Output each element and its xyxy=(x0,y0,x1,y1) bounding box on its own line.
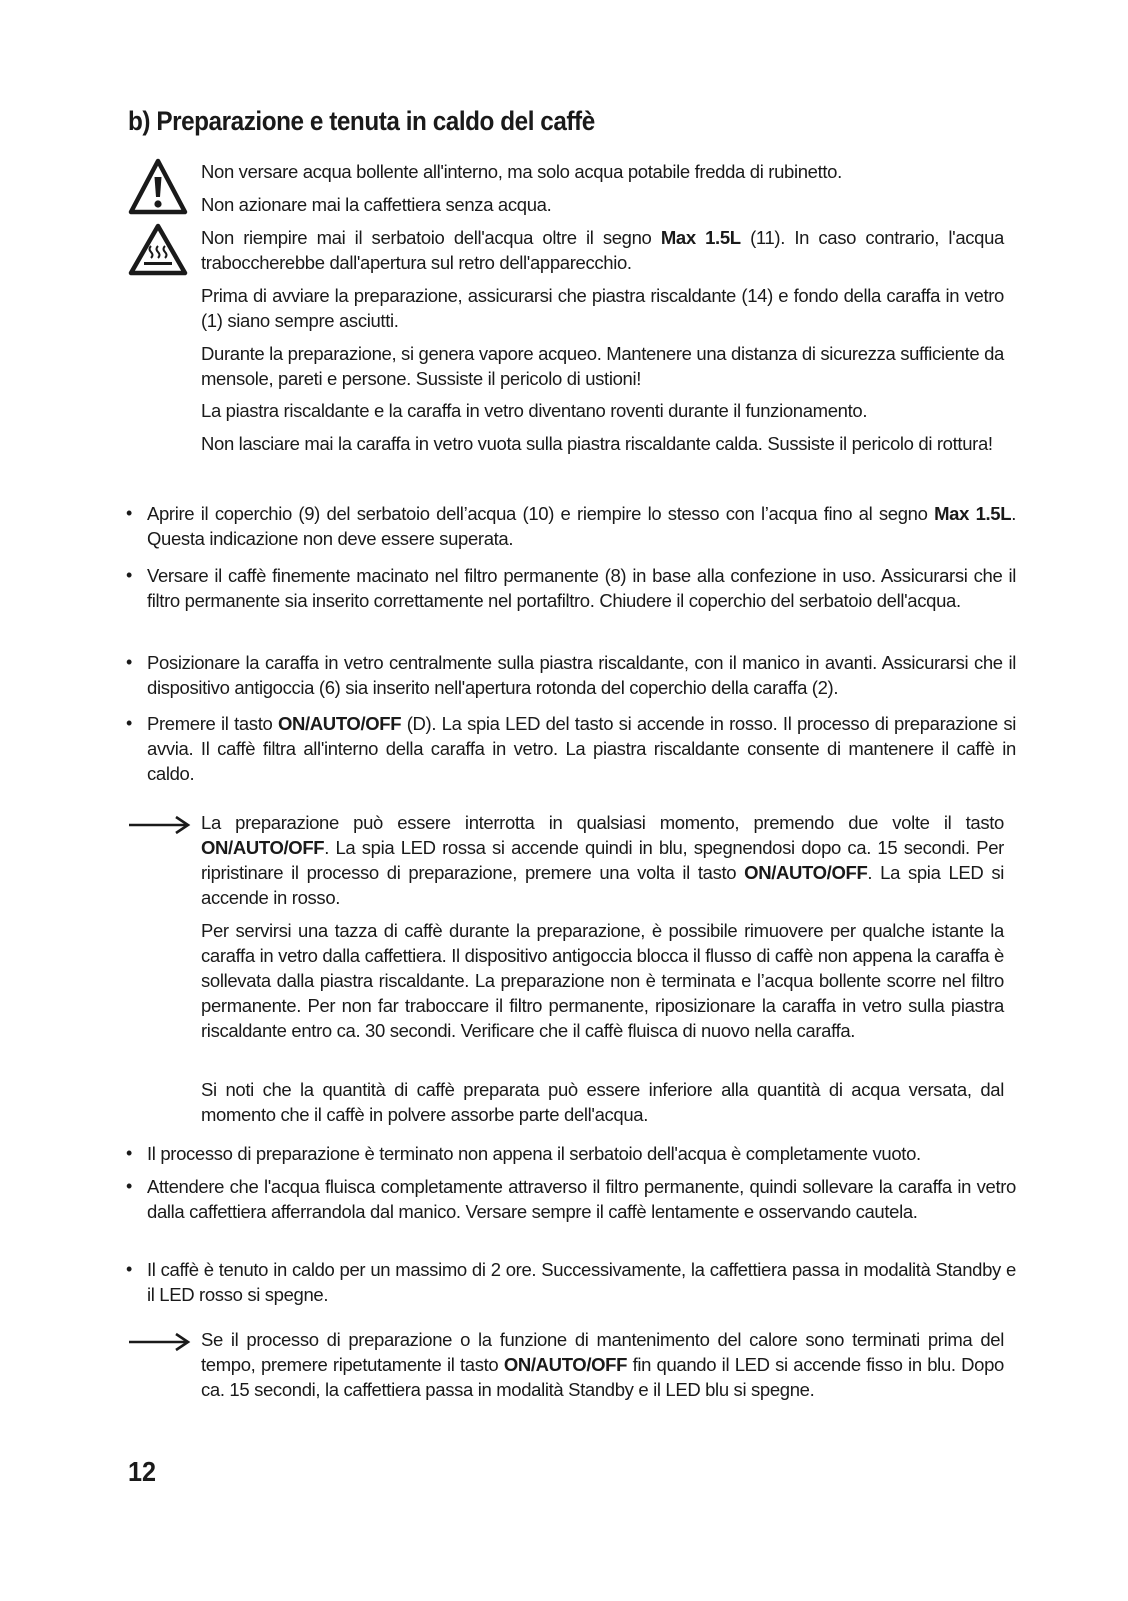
note-text: Se il processo di preparazione o la funzione di mantenimento del calore sono terminati prima del tempo, premere ripetutamente il tasto ON/AUTO/OFF fin quando il LED si accende fisso in blu. Dopo ca. 15 secondi, la caffettiera passa in modalità Standby e il LED blu si spegne. xyxy=(201,1329,1004,1400)
bullet: • xyxy=(126,1143,133,1163)
warning-text: Prima di avviare la preparazione, assicurarsi che piastra riscaldante (14) e fondo della caraffa in vetro (1) siano sempre asciutti. xyxy=(201,285,1004,331)
bullet: • xyxy=(126,565,133,585)
note-text: Si noti che la quantità di caffè preparata può essere inferiore alla quantità di acqua versata, dal momento che il caffè in polvere assorbe parte dell'acqua. xyxy=(201,1079,1004,1125)
warning-text: La piastra riscaldante e la caraffa in vetro diventano roventi durante il funzionamento. xyxy=(201,400,868,421)
bullet: • xyxy=(126,503,133,523)
hot-surface-icon xyxy=(127,222,189,278)
step-text: Il processo di preparazione è terminato non appena il serbatoio dell'acqua è completamente vuoto. xyxy=(147,1143,921,1164)
warning-text: Non riempire mai il serbatoio dell'acqua oltre il segno Max 1.5L (11). In caso contrario, l'acqua traboccherebbe dall'apertura sul retro dell'apparecchio. xyxy=(201,227,1004,273)
bullet: • xyxy=(126,713,133,733)
step-text: Attendere che l'acqua fluisca completamente attraverso il filtro permanente, quindi sollevare la caraffa in vetro dalla caffettiera afferrandola dal manico. Versare sempre il caffè lentamente e osservando cautela. xyxy=(147,1176,1016,1222)
bullet: • xyxy=(126,652,133,672)
step-text: Versare il caffè finemente macinato nel filtro permanente (8) in base alla confezione in uso. Assicurarsi che il filtro permanente sia inserito correttamente nel portafiltro. Chiudere il coperchio del serbatoio dell'acqua. xyxy=(147,565,1016,611)
bullet: • xyxy=(126,1259,133,1279)
step-text: Premere il tasto ON/AUTO/OFF (D). La spia LED del tasto si accende in rosso. Il processo di preparazione si avvia. Il caffè filtra all'interno della caraffa in vetro. La piastra riscaldante consente di mantenere il caffè in caldo. xyxy=(147,713,1016,784)
bullet: • xyxy=(126,1176,133,1196)
warning-text: Non lasciare mai la caraffa in vetro vuota sulla piastra riscaldante calda. Sussiste il pericolo di rottura! xyxy=(201,433,993,454)
warning-text: Non azionare mai la caffettiera senza acqua. xyxy=(201,194,552,215)
note-text: La preparazione può essere interrotta in qualsiasi momento, premendo due volte il tasto ON/AUTO/OFF. La spia LED rossa si accende quindi in blu, spegnendosi dopo ca. 15 secondi. Per ripristinare il processo di preparazione, premere una volta il tasto ON/AUTO/OFF. La spia LED si accende in rosso. xyxy=(201,812,1004,908)
arrow-right-icon xyxy=(128,814,192,836)
note-text: Per servirsi una tazza di caffè durante la preparazione, è possibile rimuovere per qualche istante la caraffa in vetro dalla caffettiera. Il dispositivo antigoccia blocca il flusso di caffè non appena la caraffa è sollevata dalla piastra riscaldante. La preparazione non è terminata e l’acqua bollente scorre nel filtro permanente. Per non far traboccare il filtro permanente, riposizionare la caraffa in vetro sulla piastra riscaldante entro ca. 30 secondi. Verificare che il caffè fluisca di nuovo nella caraffa. xyxy=(201,920,1004,1041)
section-title: b) Preparazione e tenuta in caldo del caffè xyxy=(128,106,595,136)
page-number: 12 xyxy=(128,1456,157,1487)
step-text: Posizionare la caraffa in vetro centralmente sulla piastra riscaldante, con il manico in avanti. Assicurarsi che il dispositivo antigoccia (6) sia inserito nell'apertura rotonda del coperchio della caraffa (2). xyxy=(147,652,1016,698)
warning-text: Durante la preparazione, si genera vapore acqueo. Mantenere una distanza di sicurezza sufficiente da mensole, pareti e persone. Sussiste il pericolo di ustioni! xyxy=(201,343,1004,389)
step-text: Aprire il coperchio (9) del serbatoio dell’acqua (10) e riempire lo stesso con l’acqua fino al segno Max 1.5L. Questa indicazione non deve essere superata. xyxy=(147,503,1016,549)
step-text: Il caffè è tenuto in caldo per un massimo di 2 ore. Successivamente, la caffettiera passa in modalità Standby e il LED rosso si spegne. xyxy=(147,1259,1016,1305)
warning-icon xyxy=(127,156,189,218)
arrow-right-icon xyxy=(128,1331,192,1353)
warning-text: Non versare acqua bollente all'interno, ma solo acqua potabile fredda di rubinetto. xyxy=(201,161,842,182)
